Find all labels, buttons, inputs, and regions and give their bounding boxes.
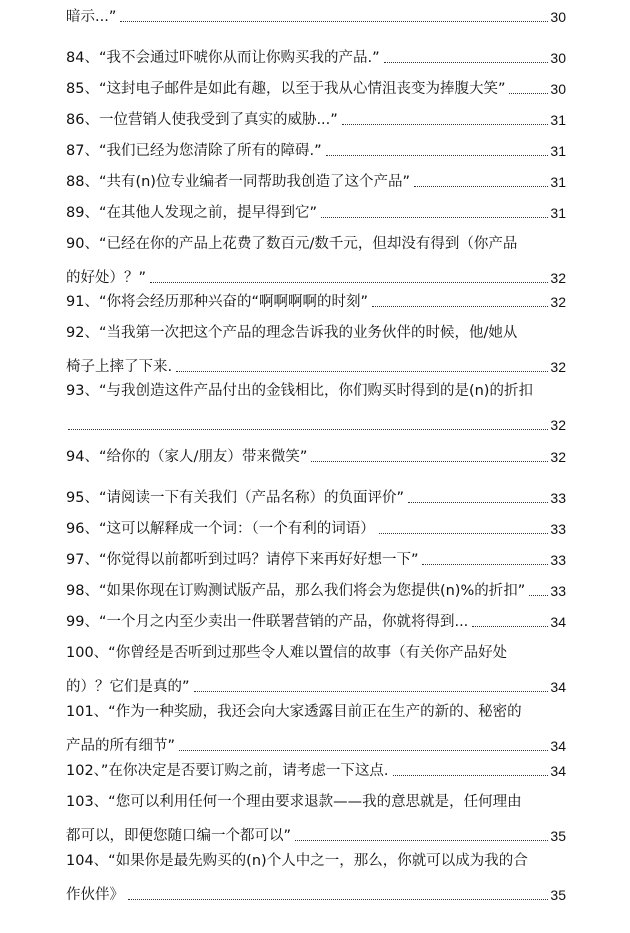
toc-entry-text: 103、“您可以利用任何一个理由要求退款——我的意思就是，任何理由 [66, 787, 524, 817]
toc-entry[interactable] [0, 287, 630, 317]
page-number: 31 [548, 167, 566, 197]
toc-entry-text: 作伙伴》 [66, 880, 126, 910]
toc-entry[interactable] [0, 756, 630, 786]
page-number: 33 [548, 545, 566, 575]
toc-entry-text: 的）？它们是真的” [66, 672, 192, 702]
toc-entry[interactable] [0, 442, 630, 472]
toc-entry[interactable] [0, 576, 630, 606]
toc-entry[interactable] [0, 514, 630, 544]
toc-entry-line [0, 287, 630, 317]
toc-entry-line [0, 318, 630, 348]
toc-entry[interactable] [0, 167, 630, 197]
toc-entry-text: 92、“当我第一次把这个产品的理念告诉我的业务伙伴的时候，他/她从 [66, 318, 519, 348]
toc-entry-text: 88、“共有(n)位专业编者一同帮助我创造了这个产品” [66, 167, 412, 197]
dot-leader [68, 410, 564, 430]
page-number: 35 [548, 821, 566, 851]
toc-entry-text: 86、一位营销人使我受到了真实的威胁...” [66, 105, 340, 135]
dot-leader [120, 2, 564, 22]
toc-entry[interactable] [0, 43, 630, 73]
toc-entry-text: 101、“作为一种奖励，我还会向大家透露目前正在生产的新的、秘密的 [66, 697, 524, 727]
toc-entry-text: 87、“我们已经为您清除了所有的障碍.” [66, 136, 324, 166]
toc-entry-line [0, 638, 630, 668]
page-number: 34 [548, 607, 566, 637]
toc-entry-line [0, 198, 630, 228]
toc-entry[interactable] [0, 2, 630, 32]
toc-entry-text: 96、“这可以解释成一个词：（一个有利的词语） [66, 514, 377, 544]
page-number: 30 [548, 2, 566, 32]
toc-entry[interactable] [0, 318, 630, 382]
toc-entry-line [0, 2, 630, 32]
toc-entry-line [0, 697, 630, 727]
toc-entry-line [0, 105, 630, 135]
toc-entry-line [0, 787, 630, 817]
toc-entry[interactable] [0, 105, 630, 135]
page-number: 34 [548, 731, 566, 761]
dot-leader [379, 514, 564, 534]
toc-entry-line [0, 376, 630, 406]
page-number: 30 [548, 74, 566, 104]
page-number: 31 [548, 105, 566, 135]
dot-leader [414, 167, 564, 187]
toc-entry-text: 暗示...” [66, 2, 118, 32]
toc-entry[interactable] [0, 229, 630, 293]
toc-entry-line [0, 442, 630, 472]
page-number: 32 [548, 352, 566, 382]
toc-entry[interactable] [0, 787, 630, 851]
toc-entry[interactable] [0, 638, 630, 702]
toc-entry-line [0, 167, 630, 197]
toc-entry-line [0, 74, 630, 104]
dot-leader [311, 442, 564, 462]
toc-entry-text: 椅子上摔了下来. [66, 352, 174, 382]
toc-entry-text: 104、“如果你是最先购买的(n)个人中之一，那么，你就可以成为我的合 [66, 846, 530, 876]
toc-entry-text: 90、“已经在你的产品上花费了数百元/数千元，但却没有得到（你产品 [66, 229, 519, 259]
toc-entry-text: 84、“我不会通过吓唬你从而让你购买我的产品.” [66, 43, 382, 73]
page-number: 32 [548, 410, 566, 440]
toc-entry-line [0, 136, 630, 166]
page-number: 31 [548, 136, 566, 166]
toc-entry-line [0, 846, 630, 876]
toc-entry-text: 102、”在你决定是否要订购之前，请考虑一下这点. [66, 756, 391, 786]
dot-leader [176, 352, 564, 372]
dot-leader [179, 731, 564, 751]
dot-leader [295, 821, 564, 841]
page-number: 32 [548, 263, 566, 293]
dot-leader [384, 43, 564, 63]
toc-entry-text: 100、“你曾经是否听到过那些令人难以置信的故事（有关你产品好处 [66, 638, 509, 668]
toc-entry-text: 89、“在其他人发现之前，提早得到它” [66, 198, 319, 228]
page-number: 30 [548, 43, 566, 73]
toc-entry[interactable] [0, 846, 630, 910]
toc-entry-line [0, 576, 630, 606]
dot-leader [128, 880, 564, 900]
toc-entry-text: 98、“如果你现在订购测试版产品，那么我们将会为您提供(n)%的折扣” [66, 576, 527, 606]
dot-leader [393, 756, 564, 776]
toc-entry-line [0, 880, 630, 910]
dot-leader [326, 136, 564, 156]
toc-entry-text: 产品的所有细节” [66, 731, 177, 761]
dot-leader [150, 263, 564, 283]
toc-entry-text: 的好处）？” [66, 263, 148, 293]
toc-entry-line [0, 410, 630, 440]
toc-entry-line [0, 483, 630, 513]
dot-leader [194, 672, 564, 692]
toc-entry[interactable] [0, 607, 630, 637]
page-number: 35 [548, 880, 566, 910]
toc-entry-text: 93、“与我创造这件产品付出的金钱相比，你们购买时得到的是(n)的折扣 [66, 376, 535, 406]
toc-entry-line [0, 43, 630, 73]
page-number: 33 [548, 483, 566, 513]
toc-entry[interactable] [0, 74, 630, 104]
page-number: 31 [548, 198, 566, 228]
toc-entry-text: 94、“给你的（家人/朋友）带来微笑” [66, 442, 309, 472]
toc-entry[interactable] [0, 376, 630, 440]
toc-entry[interactable] [0, 136, 630, 166]
toc-entry[interactable] [0, 483, 630, 513]
page-number: 33 [548, 576, 566, 606]
dot-leader [321, 198, 564, 218]
toc-entry-text: 97、“你觉得以前都听到过吗？请停下来再好好想一下” [66, 545, 420, 575]
toc-entry-line [0, 607, 630, 637]
page-number: 34 [548, 756, 566, 786]
page-number: 33 [548, 514, 566, 544]
toc-entry[interactable] [0, 697, 630, 761]
toc-entry-text: 都可以，即便您随口编一个都可以” [66, 821, 293, 851]
dot-leader [372, 287, 564, 307]
toc-entry-line [0, 229, 630, 259]
toc-entry-text: 91、“你将会经历那种兴奋的“啊啊啊啊的时刻” [66, 287, 370, 317]
toc-entry-text: 99、“一个月之内至少卖出一件联署营销的产品，你就将得到... [66, 607, 470, 637]
page-number: 34 [548, 672, 566, 702]
toc-entry-text: 85、“这封电子邮件是如此有趣，以至于我从心情沮丧变为捧腹大笑” [66, 74, 507, 104]
toc-entry-line [0, 756, 630, 786]
page-number: 32 [548, 287, 566, 317]
toc-entry[interactable] [0, 198, 630, 228]
toc-entry[interactable] [0, 545, 630, 575]
dot-leader [422, 545, 564, 565]
toc-entry-text: 95、“请阅读一下有关我们（产品名称）的负面评价” [66, 483, 406, 513]
page-number: 32 [548, 442, 566, 472]
toc-entry-line [0, 514, 630, 544]
dot-leader [342, 105, 564, 125]
dot-leader [408, 483, 564, 503]
toc-entry-line [0, 545, 630, 575]
